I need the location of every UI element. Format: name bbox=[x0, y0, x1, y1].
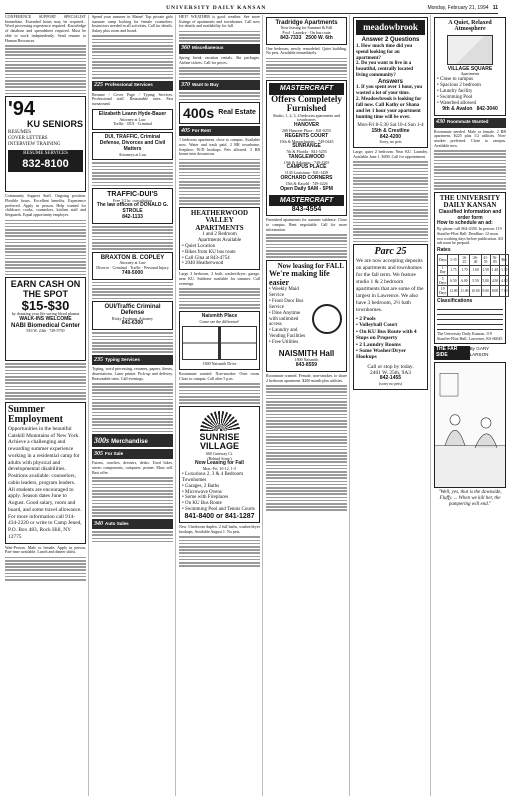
comic-drawing-icon bbox=[435, 363, 505, 487]
parc-item-3: • On KU Bus Route with 4 Stops on Property bbox=[356, 329, 425, 342]
parc-name: Parc 25 bbox=[374, 246, 407, 258]
summer-employment-ad bbox=[5, 402, 86, 544]
heatherwood-item-1: 1 and 2 Bedroom bbox=[202, 232, 237, 238]
column-4 bbox=[266, 15, 350, 796]
tradridge-item-1: Pool bbox=[282, 30, 290, 36]
form-title: THE UNIVERSITY DAILY KANSAN bbox=[439, 193, 501, 210]
col3-text-lines-4 bbox=[179, 159, 260, 205]
earn-headline: EARN CASH ON THE SPOT bbox=[10, 279, 81, 299]
col1-text-lines-2 bbox=[5, 220, 86, 276]
heatherwood-item-2: Apartments Available bbox=[197, 237, 242, 243]
naismith-hall-address: 1800 Naismith bbox=[294, 357, 319, 363]
sunrise-name: SUNRISE VILLAGE bbox=[199, 431, 240, 452]
meadowbrook-a2: 2. Meadowbrook is looking for fall now. Call Kathy or Shana and let 1 hour your apartment hunting time will be over. bbox=[356, 97, 422, 120]
village-item-3: • Laundry facility bbox=[437, 89, 503, 95]
col3-misc-text: Spring break vacation rentals. Ski packages. Airline tickets. Call for prices. bbox=[179, 54, 260, 65]
leasing-item-3: • Dine Anytime with unlimited access bbox=[269, 311, 308, 329]
form-rates-title: Rates bbox=[437, 247, 451, 254]
col3-rent-text-2: Large 3 bedroom, 2 bath, washer/dryer, garage, near KU. Sublease available for summer. Call evenings. bbox=[179, 271, 260, 286]
leasing-item-2: • Front Door Bus Service bbox=[269, 299, 308, 311]
form-address-field[interactable] bbox=[437, 311, 503, 315]
far-side-comic bbox=[434, 346, 506, 507]
earn-address: 816 W. 24th · 749-5750 bbox=[26, 328, 65, 334]
real-estate-banner bbox=[179, 102, 260, 124]
page-number: 11 bbox=[492, 4, 498, 11]
column-3 bbox=[179, 15, 263, 796]
form-sub: Classified Information and order form bbox=[438, 208, 502, 221]
col4-text-lines-3 bbox=[266, 385, 347, 511]
oui-sub: Ricky Frydman, Attorney bbox=[112, 315, 153, 321]
braxton-copley-ad bbox=[92, 252, 173, 280]
col2-text-lines-4 bbox=[92, 282, 173, 300]
form-footer: The University Daily Kansan, 119 Stauffer-Flint Hall, Lawrence, KS 66045 bbox=[437, 330, 503, 341]
leasing-item-4: • Laundry and Vending Facilities bbox=[269, 328, 308, 340]
parc-phone: 842-1455 bbox=[379, 375, 402, 382]
col3-text-lines-2 bbox=[179, 67, 260, 78]
earn-amount: $15-$30 bbox=[21, 298, 70, 314]
col3-roommates-text: Roommate wanted. Non-smoker. Own room. Close to campus. Call after 5 p.m. bbox=[179, 371, 260, 381]
section-405-header: 405 For Rent bbox=[179, 126, 260, 136]
sunrise-item-1: • Luxurious 2, 3 & 4 Bedroom Townhomes bbox=[182, 472, 257, 484]
col1-text-lines-3 bbox=[5, 363, 86, 400]
col2-typing-text: Typing, word processing, resumes, papers, theses, dissertations. Laser printer. Pick-up and delivery. Reasonable rates. Call evenings. bbox=[92, 366, 173, 381]
tradridge-address: 2500 W. 6th bbox=[305, 34, 333, 41]
form-classifications-title: Classifications bbox=[437, 297, 473, 304]
col2-sale-text: Futons, couches, dressers, desks. Used bikes, stereo components, computer, printer. Must sell. Best offer. bbox=[92, 460, 173, 475]
col6-text-lines bbox=[434, 150, 506, 190]
masthead bbox=[5, 4, 498, 14]
village-headline: A Quiet, Relaxed Atmosphere bbox=[448, 20, 492, 33]
naismith-hall-ad bbox=[266, 260, 347, 372]
ad-item-1: RESUMES bbox=[8, 129, 32, 135]
form-payment-field[interactable] bbox=[437, 326, 503, 330]
summer-text: Opportunities in the beautiful Catskill Mountains of New York. Achieve a challenging and rewarding summer experience working in a residential camp for adults with physical and developmental disabilities. Positions available: counselors, cabin leaders, program leaders. All students are encouraged to apply. Season dates June to August. Good salary, room and board, and some travel allowance. For more information call 914-434-2220 or write to Camp Jened, P.O. Box 483, Rock Hill, NY 12775 bbox=[8, 425, 82, 540]
dui-ad bbox=[92, 132, 173, 160]
village-name: VILLAGE SQUARE bbox=[447, 65, 493, 72]
meadowbrook-address: 15th & Crestline bbox=[371, 127, 410, 134]
mastercraft-ad bbox=[266, 80, 347, 216]
ad-item-2: COVER LETTERS bbox=[8, 135, 48, 141]
col4-text-1: One bedroom, newly remodeled. Quiet building. No pets. Available immediately. bbox=[266, 45, 347, 56]
area-map-icon bbox=[182, 326, 257, 360]
village-item-5: • Waterbed allowed bbox=[437, 101, 503, 107]
mastercraft-title: Offers Completely Furnished bbox=[271, 93, 342, 114]
parc-text: We are now accepting deposits on apartments and townhomes for the fall term. We feature studio 1 & 2 bedroom apartments that are some of the largest in Lawrence. We also have 3 bedroom, 2½ bath townhomes. bbox=[356, 257, 424, 314]
sunrise-hours: Mon.-Fri. 10-12, 1-5 bbox=[202, 466, 237, 472]
col5-text-1: Large, quiet 2 bedroom. Near KU. Laundry. Available June 1. $490. Call for appointment. bbox=[353, 149, 428, 159]
law-box bbox=[92, 109, 173, 130]
tradridge-item-3: On bus route bbox=[309, 30, 331, 36]
real-estate-title: Real Estate bbox=[218, 109, 256, 117]
form-phone-field[interactable] bbox=[437, 316, 503, 320]
mastercraft-brand-2: MASTERCRAFT bbox=[269, 195, 344, 206]
mastercraft-phone: 843-4554 bbox=[291, 205, 322, 213]
parc-item-2: • Volleyball Court bbox=[356, 322, 425, 328]
village-item-2: • Spacious 2 bedroom bbox=[437, 83, 503, 89]
naismith-place-name: Naismith Place bbox=[201, 312, 238, 319]
col3-text-lines-6 bbox=[179, 383, 260, 404]
tradridge-item-2: Laundry bbox=[293, 30, 307, 36]
mastercraft-hours: Open Daily 9AM - 5PM bbox=[280, 185, 333, 192]
comic-caption: "Well, yes, that is the downside, Fluffy. ... When we kill her, the pampering will end." bbox=[438, 490, 502, 507]
tradridge-ad: Tradridge Apartments Now leasing for Summer & Fall Pool · Laundry · On bus route 843-7333 2500 W. 6th bbox=[266, 17, 347, 45]
column-5 bbox=[353, 15, 431, 796]
sunrise-item-5: • On KU Bus Route bbox=[182, 501, 257, 507]
col1-tail-text: Wait-Person. Male or female. Apply in person. Part-time available. Lunch and dinner shifts. bbox=[5, 544, 86, 555]
form-name-field[interactable] bbox=[437, 306, 503, 310]
traffic-sub: Free 1/2 hr. consultation bbox=[113, 197, 152, 203]
parc-tag: (sorry no pets) bbox=[378, 381, 403, 387]
col3-text-lines bbox=[179, 31, 260, 42]
col3-text-lines-7 bbox=[179, 536, 260, 566]
village-square-ad bbox=[434, 17, 506, 116]
col1-text-lines-4 bbox=[5, 557, 86, 581]
braxton-phone: 749-5000 bbox=[121, 269, 144, 276]
parc-address: 2401 W. 25th, 9A3 bbox=[370, 370, 411, 377]
form-ad-text-field[interactable] bbox=[437, 321, 503, 325]
dui-sub: Attorneys at Law bbox=[118, 151, 147, 157]
tradridge-sub: Now leasing for Summer & Fall bbox=[280, 25, 333, 31]
oui-title: OUI/Traffic Criminal Defense bbox=[104, 304, 161, 317]
dui-title: DUI, TRAFFIC, Criminal Defense, Divorces and Civil Matters bbox=[99, 134, 166, 152]
braxton-title: Attorney at Law bbox=[119, 260, 146, 266]
col4-bottom-text: Roommate wanted. Female, non-smoker, to share 2 bedroom apartment. $200 month plus utilities. bbox=[266, 372, 347, 383]
col4-text-2: Furnished apartments for summer sublease. Close to campus. Rent negotiable. Call for more information. bbox=[266, 217, 347, 232]
col2-text-lines-2 bbox=[92, 162, 173, 186]
col3-top-text: HEY! WEATHER is good weather. See more listings of apartments and townhomes. Call now for details and availability for fall. bbox=[179, 14, 260, 29]
col3-text-lines-5 bbox=[179, 288, 260, 309]
ad-phone: 832-8100 bbox=[8, 157, 83, 172]
section-430-header: 430 Roommate Wanted bbox=[434, 118, 506, 128]
parc-item-4: • 2 Laundry Rooms bbox=[356, 342, 425, 348]
col1-text-lines bbox=[5, 45, 86, 94]
ad-year: '94 bbox=[8, 98, 36, 121]
column-1 bbox=[5, 15, 89, 796]
form-instructions: By phone: call 864-4358. In person: 119 Stauffer-Flint Hall. Deadline: 12 noon two working days before publication. All ads must be prepaid. bbox=[437, 226, 503, 246]
naismith-place-sub: Come see the difference! bbox=[199, 318, 240, 324]
law-line1: Elizabeth Leann Hyde-Bauer bbox=[98, 110, 167, 117]
ad-cta: RESUME SERVICES bbox=[8, 150, 83, 158]
naismith-place-address: 1800 Naismith Drive bbox=[202, 361, 237, 367]
heatherwood-item-6: • 2040 Heatherwood bbox=[182, 261, 257, 267]
parc-item-1: • 2 Pools bbox=[356, 316, 425, 322]
comic-panel bbox=[434, 362, 506, 488]
house-icon bbox=[447, 35, 493, 65]
village-address: 9th & Avalon bbox=[442, 105, 473, 112]
sunrise-lease: Now Leasing for Fall bbox=[195, 460, 244, 467]
col2-legal-text: Resume / Cover Page / Typing Services. Professional staff. Reasonable rates. Fast turnaround. bbox=[92, 91, 173, 107]
traffic-dui-ad bbox=[92, 188, 173, 224]
col4-text-lines bbox=[266, 58, 347, 79]
village-item-4: • Swimming Pool bbox=[437, 95, 503, 101]
col3-rent-text: 1 bedroom apartment, close to campus. Available now. Water and trash paid. 2 BR townhome, fireplace, W/D hookups. Pets allowed. 3 BR house near downtown. bbox=[179, 137, 260, 157]
earn-walk: WALK-INS WELCOME bbox=[19, 315, 72, 322]
col2-text-lines-3 bbox=[92, 226, 173, 250]
law-line3: Traffic · DUI · Criminal bbox=[113, 121, 152, 127]
section-360-header: 360 Miscellaneous bbox=[179, 44, 260, 54]
sunrise-phone: 841-8400 or 841-1287 bbox=[184, 513, 255, 521]
traffic-phone: 842-1133 bbox=[122, 214, 143, 221]
leasing-item-1: • Weekly Maid Service bbox=[269, 287, 308, 299]
col2-text-lines-6 bbox=[92, 383, 173, 432]
tradridge-name: Tradridge Apartments bbox=[275, 20, 338, 26]
publication-name: UNIVERSITY DAILY KANSAN bbox=[166, 5, 267, 12]
comic-title: THE FAR SIDE bbox=[434, 346, 470, 360]
col6-roommate-text: Roommate needed. Male or female. 2 BR apartment, $225 plus 1/2 utilities. Non-smoker preferred. Close to campus. Available now. bbox=[434, 128, 506, 148]
heatherwood-name: HEATHERWOOD VALLEY APARTMENTS bbox=[190, 208, 249, 232]
mc-loc-3: SUNRANGE 7th & Florida · 841-5255 bbox=[286, 143, 327, 155]
braxton-areas: Divorce · Criminal · Traffic · Personal Injury bbox=[96, 265, 169, 271]
meadowbrook-phone: 842-4200 bbox=[379, 133, 402, 140]
col2-top-text: Spend your summer in Maine! Top private girls summer camp looking for female counselors. Instructors needed in all activities. Call for details. Salary plus room and board. bbox=[92, 14, 173, 34]
village-item-1: • Close to campus bbox=[437, 77, 503, 83]
sunrise-logo-icon bbox=[200, 411, 240, 431]
meadowbrook-a1: 1. If you spent over 1 hour, you wasted a lot of your time. bbox=[356, 85, 422, 97]
section-340-header: 340 Auto Sales bbox=[92, 519, 173, 529]
rates-table: Days 1-15 16-25 26-40 41-55 56-85 86+ 1 Day 1.75 1.70 1.60 1.50 1.40 1.30 5 Days 6.50 6.00 5.50 5.00 4.50 4.00 10 Days 12.00 11.00 10.00 9.00 8.00 7.00 bbox=[439, 255, 508, 296]
traffic-title: TRAFFIC-DUI'S bbox=[107, 191, 158, 199]
leasing-headline: We're making life easier bbox=[269, 269, 330, 287]
earn-name: NABI Biomedical Center bbox=[10, 322, 80, 329]
col2-text-lines-7 bbox=[92, 477, 173, 517]
sunrise-item-3: • Microwave Ovens bbox=[182, 490, 257, 496]
heatherwood-item-5: • Call Gina at 843-4754 bbox=[182, 256, 257, 262]
meadowbrook-q-title: Answer 2 Questions bbox=[361, 37, 420, 44]
meadowbrook-name: meadowbrook bbox=[356, 20, 425, 35]
sunrise-address: 660 Gateway Ct. bbox=[206, 450, 233, 456]
oui-phone: 841-6300 bbox=[121, 320, 144, 327]
form-how: How to schedule an ad: bbox=[437, 220, 493, 227]
meadowbrook-q2: 2. Do you want to live in a beautiful, centrally located living community? bbox=[356, 61, 414, 79]
parc-cta: Call or stop by today. bbox=[367, 363, 414, 370]
col1-body-text: Community Support Staff. Ongoing position. Flexible hours. Excellent benefits. Experience preferred. Apply in person. Help wanted for childcare, cooks, counselors, kitchen staff and lifeguards. Equal opportunity employer. bbox=[5, 193, 86, 218]
heatherwood-ad bbox=[179, 207, 260, 270]
earn-sub: by donating your life saving blood plasma bbox=[11, 311, 80, 317]
parc-item-5: • Some Washer/Dryer Hookups bbox=[356, 348, 425, 361]
mc-loc-5: CAMPUS PLACE 1145 Louisiana · 841-1429 bbox=[284, 164, 329, 176]
mastercraft-sub: Studio, 1, 2, 3, 4 bedroom apartments and townhomes bbox=[273, 112, 340, 123]
col2-text-lines bbox=[92, 35, 173, 78]
traffic-lawyer: The law offices of DONALD G. STROLE bbox=[96, 202, 169, 215]
sunrise-sub: (Behind Sonic) bbox=[207, 455, 232, 461]
meadowbrook-hours: Mon-Fri 8-5:30 Sat 10-4 Sun 1-4 bbox=[357, 122, 424, 128]
heatherwood-item-4: • Bikes from KU bus route bbox=[182, 250, 257, 256]
sunrise-village-ad bbox=[179, 406, 260, 524]
col3-text-lines-3 bbox=[179, 92, 260, 100]
ad-title: KU SENIORS bbox=[26, 119, 83, 130]
col2-text-lines-5 bbox=[92, 332, 173, 353]
meadowbrook-tag: Sorry, no pets bbox=[379, 139, 402, 145]
meadowbrook-answers: Answers bbox=[377, 79, 403, 86]
naismith-hall-phone: 843-8559 bbox=[295, 362, 318, 369]
village-phone: 842-3040 bbox=[476, 105, 498, 112]
section-225-header: 225 Professional Services bbox=[92, 81, 173, 91]
sunrise-item-6: • Swimming Pool and Tennis Courts bbox=[182, 507, 257, 513]
col2-text-lines-8 bbox=[92, 531, 173, 542]
meadowbrook-ad bbox=[353, 17, 428, 148]
ku-seniors-ad bbox=[5, 96, 86, 192]
mc-loc-2: REGENTS COURT 19th & Massachusetts · 749-0445 bbox=[279, 132, 334, 144]
comic-author: By GARY LARSON bbox=[469, 346, 490, 357]
sunrise-item-4: • Some with Fireplaces bbox=[182, 495, 257, 501]
mc-loc-6: ORCHARD CORNERS 15th & Kasold · 749-4226 bbox=[280, 175, 333, 186]
section-305-header: 305 For Sale bbox=[92, 449, 173, 459]
classifieds-columns bbox=[5, 14, 508, 796]
col4-text-lines-2 bbox=[266, 234, 347, 258]
real-estate-num: 400s bbox=[183, 105, 215, 122]
ad-item-3: INTERVIEW TRAINING bbox=[8, 141, 61, 147]
mastercraft-brand-1: MASTERCRAFT bbox=[269, 83, 344, 94]
col1-intro-text: CONFERENCE SUPPORT SPECIALIST Immediate. Extended hours may be required... Word processing experience required. Knowledge of database and spreadsheet required. Must be able to work independently. Send resume to Human Resources. bbox=[5, 14, 86, 43]
leasing-item-5: • Free Utilities bbox=[269, 340, 308, 346]
meadowbrook-q1: 1. How much time did you spend looking for an apartment? bbox=[356, 43, 413, 61]
classified-order-form bbox=[434, 192, 506, 344]
issue-date: Monday, February 21, 1994 bbox=[427, 4, 489, 11]
summer-title: Summer Employment bbox=[8, 403, 63, 426]
sunrise-item-2: • Garages, 2 Baths bbox=[182, 484, 257, 490]
parc-25-ad bbox=[353, 244, 428, 390]
leasing-title: Now leasing for FALL bbox=[277, 261, 344, 270]
col3-bottom-text: New 3 bedroom duplex. 2 full baths, washer/dryer hookups. Available August 1. No pets. bbox=[179, 524, 260, 535]
column-6 bbox=[434, 15, 508, 796]
law-line2: Attorney at Law bbox=[119, 116, 146, 122]
mc-loc-1: HANOVER 200 Hanover Place · 841-0255 bbox=[281, 122, 332, 133]
village-sub: Apartments bbox=[460, 71, 480, 77]
oui-ad bbox=[92, 301, 173, 330]
naismith-place-ad bbox=[179, 311, 260, 370]
section-300s-header: 300s Merchandise bbox=[92, 434, 173, 447]
section-370-header: 370 Want to Buy bbox=[179, 80, 260, 90]
naismith-hall-name: NAISMITH Hall bbox=[278, 348, 335, 358]
col5-text-lines bbox=[353, 161, 428, 242]
section-235-header: 235 Typing Services bbox=[92, 355, 173, 365]
column-2 bbox=[92, 15, 176, 796]
earn-cash-ad bbox=[5, 277, 86, 361]
naismith-logo-icon bbox=[312, 304, 342, 334]
mc-loc-4: TANGLEWOOD 19th & Arkansas · 749-3205 bbox=[283, 153, 330, 165]
tradridge-phone: 843-7333 bbox=[280, 34, 302, 41]
braxton-name: BRAXTON B. COPLEY bbox=[100, 255, 165, 261]
heatherwood-item-3: • Quiet Location bbox=[182, 244, 257, 250]
